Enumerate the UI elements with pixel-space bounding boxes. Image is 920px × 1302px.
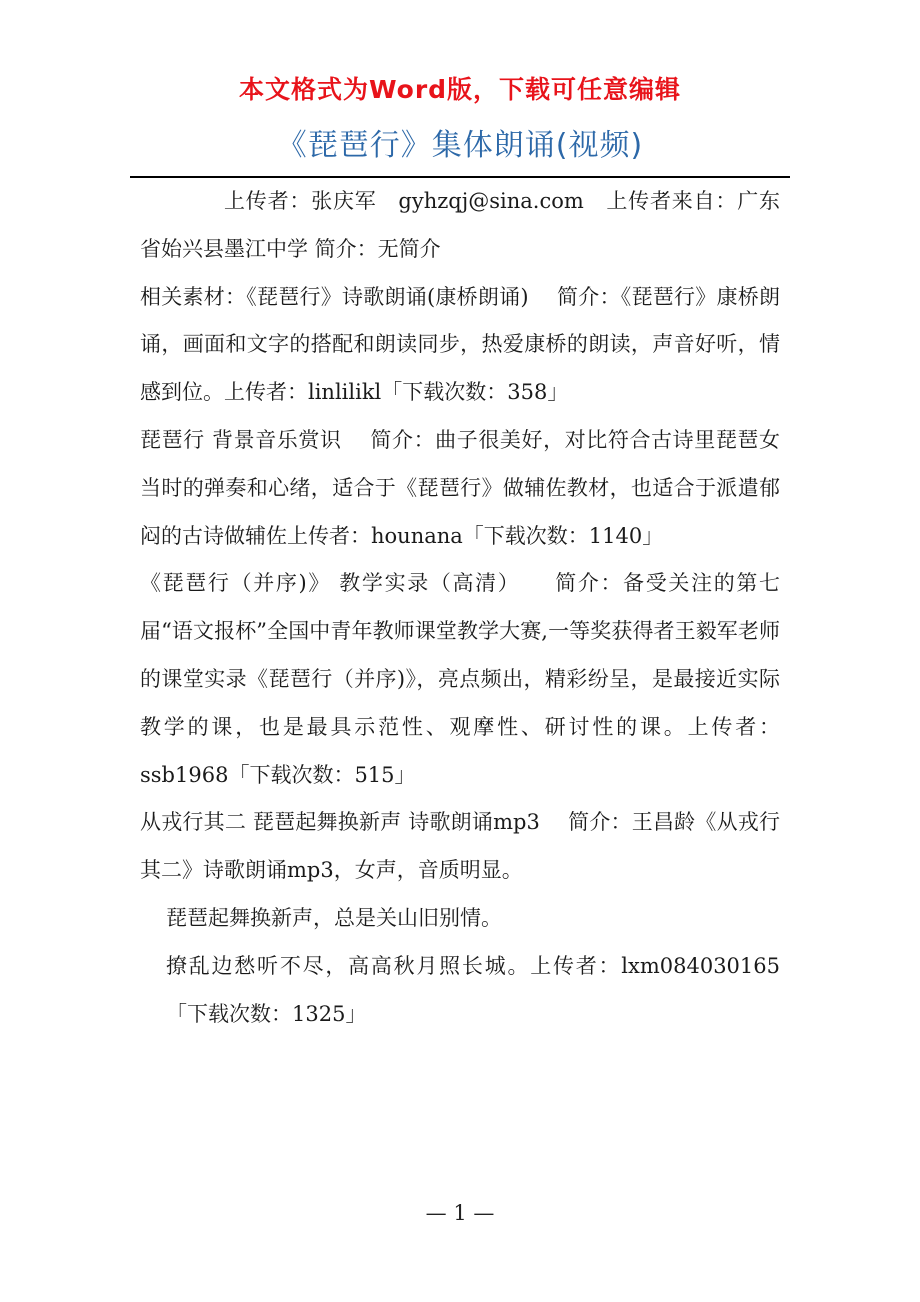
related-material-paragraph-3: 《琵琶行（并序)》 教学实录（高清） 简介：备受关注的第七届“语文报杯”全国中青年教师课堂教学大赛,一等奖获得者王毅军老师的课堂实录《琵琶行（并序)》，亮点频出，精彩纷呈，是最接近实际教学的课，也是最具示范性、观摩性、研讨性的课。上传者：ssb1968「下载次数：515」 (140, 571, 780, 787)
related-material-paragraph-2: 琵琶行 背景音乐赏识 简介：曲子很美好，对比符合古诗里琵琶女当时的弹奏和心绪，适合于《琵琶行》做辅佐教材，也适合于派遣郁闷的古诗做辅佐上传者：hounana「下载次数：1140」 (140, 427, 780, 548)
document-body (140, 178, 780, 1038)
poem-line-1: 琵琶起舞换新声，总是关山旧别情。 (166, 905, 502, 930)
page-number: — 1 — (425, 1201, 495, 1225)
poem-line-2: 撩乱边愁听不尽，高高秋月照长城。上传者：lxm084030165「下载次数：1325」 (166, 953, 780, 1026)
related-material-paragraph-1: 相关素材：《琵琶行》诗歌朗诵(康桥朗诵) 简介：《琵琶行》康桥朗诵，画面和文字的搭配和朗读同步，热爱康桥的朗读，声音好听，情感到位。上传者：linlilikl「下载次数：358」 (140, 284, 780, 405)
page-title: 《琵琶行》集体朗诵(视频) (276, 128, 644, 163)
related-material-paragraph-4: 从戎行其二 琵琶起舞换新声 诗歌朗诵mp3 简介：王昌龄《从戎行其二》诗歌朗诵mp3，女声，音质明显。 (140, 810, 780, 883)
download-banner: 本文格式为Word版，下载可任意编辑 (238, 75, 682, 104)
uploader-info-paragraph: 上传者：张庆军 gyhzqj@sina.com 上传者来自：广东省始兴县墨江中学 简介：无简介 (140, 189, 780, 261)
